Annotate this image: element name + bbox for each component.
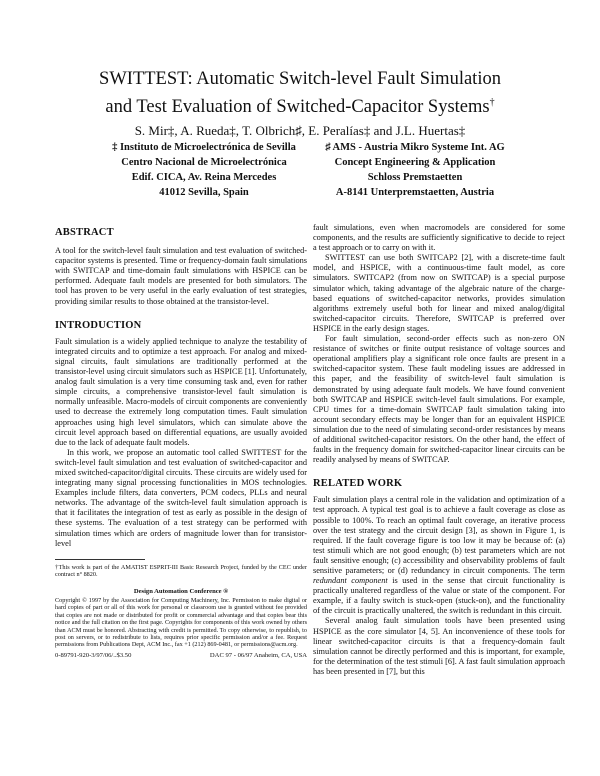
affiliation-right-line: Concept Engineering & Application — [334, 157, 496, 168]
footnote: †This work is part of the AMATIST ESPRIT-III Basic Research Project, funded by the CEC under contract n° 8820. — [55, 563, 307, 579]
affiliation-right-line: Schloss Premstaetten — [367, 172, 463, 183]
related-text-a: Fault simulation plays a central role in the validation and optimization of a test approach. A typical test goal is to achieve a fault coverage as close as possible to 100%. To reach an optimal fault coverage, an iterative process over the test strategy and the circuit design [3], as shown in Figure 1, is required. If the fault coverage figure is too low it may be because of: (a) test stimuli which are not good enough; (b) test parameters which are not fault sensitive enough; (c) accessibility and observability problems of fault sensitive parameters; or (d) redundancy in circuit components. The term — [313, 495, 565, 575]
affiliation-left-line: Edif. CICA, Av. Reina Mercedes — [131, 172, 277, 183]
related-work-heading: RELATED WORK — [313, 478, 403, 490]
related-text-emphasis: redundant component — [313, 576, 388, 586]
body-paragraph: SWITTEST can use both SWITCAP2 [2], with a discrete-time fault model, and HSPICE, with a continuous-time fault model, as core simulators. SWITCAP2 (from now on SWITCAP) is a special purpose simulator which, taking advantage of the algebraic nature of the charge-based equations of switched-capacitor networks, provides simulation algorithms extremely useful both for linear and mixed analog/digital switched-capacitor circuits. Therefore, SWITCAP is preferred over HSPICE in the early design stages. — [313, 253, 565, 333]
copyright-notice: Copyright © 1997 by the Association for Computing Machinery, Inc. Permission to make digital or hard copies of part or all of this work for personal or classroom use is granted without fee provided that copies are not made or distributed for profit or commercial advantage and that copies bear this notice and the full citation on the first page. Copyrights for components of this work owned by others than ACM must be honored. Abstracting with credit is permitted. To copy otherwise, to republish, to post on servers, or to redistribute to lists, requires prior specific permission and/or a fee. Request permissions from Publications Dept, ACM Inc., fax +1 (212) 869-0481, or permissions@acm.org. — [55, 597, 307, 649]
affiliation-left-line: 41012 Sevilla, Spain — [159, 187, 249, 198]
title-line-2 — [60, 91, 540, 119]
introduction-paragraph: In this work, we propose an automatic tool called SWITTEST for the switch-level fault simulation and test evaluation of switched-capacitor and mixed switched-capacitor/digital circuits. These circuits are widely used for integrating many signal processing functionalities in MOS technologies. Examples include filters, data converters, PCM codecs, PLLs and neural networks. The advantage of the switch-level fault simulation approach is that it facilitates the integration of test as early as possible in the design of these systems. The evaluation of a test strategy can be performed with simulation times which are orders of magnitude lower than for transistor-level — [55, 447, 307, 548]
affiliation-right-line: A-8141 Unterpremstaetten, Austria — [335, 187, 495, 198]
footnote-divider — [55, 559, 145, 560]
isbn: 0-89791-920-3/97/06/..$3.50 — [55, 651, 132, 659]
author-list: S. Mir‡, A. Rueda‡, T. Olbrich♯, E. Peralías‡ and J.L. Huertas‡ — [134, 123, 466, 138]
dac-heading: Design Automation Conference ® — [133, 587, 229, 595]
abstract-heading: ABSTRACT — [55, 227, 114, 238]
conference-info: DAC 97 - 06/97 Anaheim, CA, USA — [209, 651, 307, 659]
title-line-1: SWITTEST: Automatic Switch-level Fault Simulation — [99, 69, 501, 89]
paper-title — [60, 68, 540, 119]
affiliation-left — [104, 140, 304, 200]
title-line-2-text: and Test Evaluation of Switched-Capacitor Systems — [105, 97, 490, 118]
title-dagger: † — [489, 97, 495, 108]
introduction-heading: INTRODUCTION — [55, 319, 142, 331]
body-paragraph: fault simulations, even when macromodels are considered for some components, and the results are sufficiently significative to decide to reject a test approach or to carry on with it. — [313, 223, 565, 253]
affiliation-left-line: Centro Nacional de Microelectrónica — [121, 157, 287, 168]
related-work-paragraph: Several analog fault simulation tools have been presented using HSPICE as the core simulator [4, 5]. An inconvenience of these tools for linear switched-capacitor circuits is that a frequency-domain fault simulation cannot be directly performed and this is important, for example, for the determination of the test stimuli [6]. A fast fault simulation approach has been presented in [7], but this — [313, 616, 565, 676]
affiliation-left-line: ‡ Instituto de Microelectrónica de Sevilla — [112, 142, 296, 153]
related-text-b: is used in the sense that circuit functionality is practically unaltered regardless of the value or state of the component. For example, if a faulty switch is stuck-open (stuck-on), and the functionality of the circuit is practically unaltered, the switch is redundant in this circuit. — [313, 576, 565, 616]
introduction-paragraph: Fault simulation is a widely applied technique to analyze the testability of integrated circuits and to optimize a test approach. For analog and mixed-signal circuits, fault simulations are traditionally performed at the transistor-level using circuit simulators such as HSPICE [1]. Unfortunately, analog fault simulation is a very time consuming task and, even for rather simple circuits, a comprehensive transistor-level fault simulation is normally unfeasible. Macro-models of circuit components are conveniently used to decrease the extremely long computation times. Fault simulation approaches using high level simulators, which can simulate above the circuit level approach based on differential equations, are usually avoided due to the lack of adequate fault models. — [55, 336, 307, 447]
dac-footer — [55, 651, 307, 661]
right-column — [313, 223, 565, 677]
affiliation-right-line: ♯ AMS - Austria Mikro Systeme Int. AG — [325, 142, 505, 153]
body-paragraph: For fault simulation, second-order effects such as non-zero ON resistance of switches or finite output resistance of voltage sources and operational amplifiers play a significant role once faults are present in a switched-capacitor system. These fault modeling issues are addressed in this paper, and the feasibility of switch-level fault simulation is demonstrated by using adequate fault models. We have found convenient both SWITCAP and HSPICE switch-level fault simulations. For example, CPU times for a time-domain SWITCAP fault simulation taking into account secondary effects may be longer than for an equivalent HSPICE simulation due to the need of simulating second-order resistances by means of additional switched-capacitor resistors. On the other hand, the effect of faults in the frequency domain for switched-capacitor linear circuits can be readily analysed by means of SWITCAP. — [313, 334, 565, 465]
affiliation-right — [300, 140, 530, 200]
left-column — [55, 228, 307, 661]
related-work-paragraph — [313, 495, 565, 616]
abstract-text: A tool for the switch-level fault simulation and test evaluation of switched-capacitor systems is presented. Time or frequency-domain fault simulations with SWITCAP and time-domain fault simulations with HSPICE can be performed. Adequate fault models are presented for both simulators. The tool has proven to be very useful in the early evaluation of test strategies, providing similar results to those obtained at the transistor-level. — [55, 246, 307, 306]
